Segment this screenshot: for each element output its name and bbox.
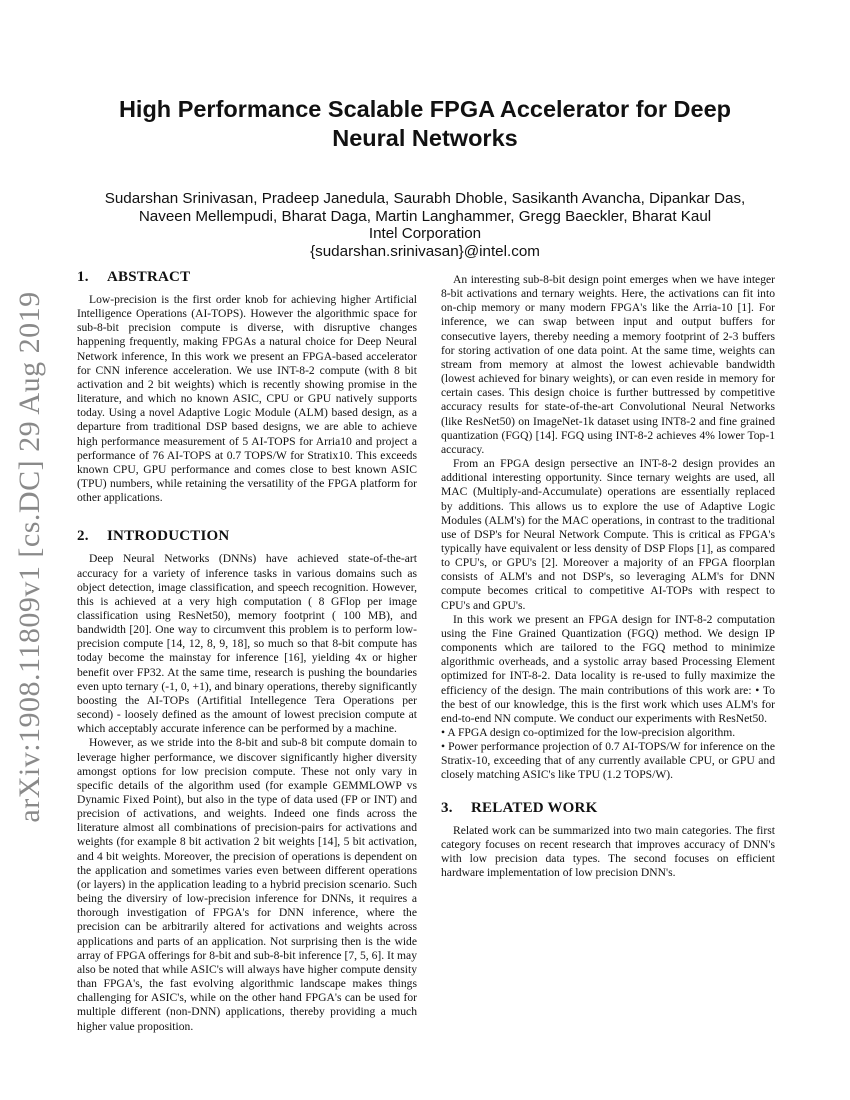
abstract-paragraph: Low-precision is the first order knob for achieving higher Artificial Intelligence Operations (AI-TOPS). However the algorithmic space for sub-8-bit precision compute is diverse, with disruptive changes happening frequently, making FPGAs a natural choice for Deep Neural Network inference, In this work we present an FPGA-based accelerator for CNN inference acceleration. We use INT-8-2 compute (with 8 bit activation and 2 bit weights) which is recently showing promise in the literature, and which no known ASIC, CPU or GPU natively supports today. Using a novel Adaptive Logic Module (ALM) based design, as a departure from traditional DSP based designs, we are able to achieve high performance measurement of 5 AI-TOPS for Arria10 and project a performance of 76 AI-TOPS at 0.7 TOPS/W for Stratix10. This exceeds known CPU, GPU performance and comes close to best known ASIC (TPU) numbers, while retaining the versatility of the FPGA platform for other applications.: [77, 293, 417, 505]
author-block: [60, 190, 790, 260]
paper-title: High Performance Scalable FPGA Accelerator for Deep Neural Networks: [118, 96, 732, 151]
intro-paragraph-1: Deep Neural Networks (DNNs) have achieved state-of-the-art accuracy for a variety of inference tasks in various domains such as object detection, image classification, and speech recognition. However, this is achieved at a very high computation ( 8 GFlop per image classification using ResNet50), memory footprint ( 100 MB), and bandwidth [20]. One way to circumvent this problem is to perform low-precision compute [14, 12, 8, 9, 18], so much so that 8-bit compute has today become the mainstay for inference [16], yielding 4x or higher benefit over FP32. At the same time, research is pushing the boundaries even upto ternary (-1, 0, +1), and binary operations, thereby significantly boosting the AI-TOPs (Artifitial Intellegence Tera Operations per second) - loosely defined as the amount of lowest precision compute at which acceptably accurate inference can be performed by a machine.: [77, 552, 417, 736]
contribution-bullet-1: • A FPGA design co-optimized for the low-precision algorithm.: [441, 726, 736, 739]
intro-paragraph-2: However, as we stride into the 8-bit and sub-8 bit compute domain to leverage higher performance, we discover significantly higher diversity amongst options for low precision compute. These not only vary in specific details of the algorithm used (for example GEMMLOWP vs Dynamic Fixed Point), but also in the type of data used (FP or INT) and precision of activations, and weights. Indeed one finds across the literature almost all combinations of precision-pairs for activations and weights (for example 8 bit activation 2 bit weights [14], 5 bit activation, and 4 bit weights. Moreover, the precision of operations is dependent on the application and sometimes varies even between different operations (or layers) in the application leading to a hybrid precision scenario. Such being the diversiry of low-precision inference for DNNs, it requires a thorough investigation of FPGA's for DNN inference, where the precision can be arbitrarily altered for activations and weights across applications and parts of an application. Not surprising then is the wide array of FPGA offerings for 8-bit and sub-8-bit inference [7, 5, 6]. It may also be noted that while ASIC's will always have higher compute density than FPGA's, the fast evolving algorithmic landscape makes things challenging for ASIC's, while on the other hand FPGA's can be used for multiple different (non-DNN) applications, thereby providing a much higher value proposition.: [77, 736, 417, 1033]
section-number: 3.: [441, 799, 453, 816]
section-title: ABSTRACT: [107, 269, 191, 285]
author-line-2: Naveen Mellempudi, Bharat Daga, Martin Langhammer, Gregg Baeckler, Bharat Kaul: [138, 207, 712, 225]
intro-paragraph-5: In this work we present an FPGA design for INT-8-2 computation using the Fine Grained Quantization (FGQ) method. We design IP components which are tailored to the FGQ method to minimize algorithmic overheads, and a systolic array based Processing Element optimized for INT-8-2. Data locality is re-used to fully maximize the efficiency of the design. The main contributions of this work are: • To the best of our knowledge, this is the first work which uses ALM's for end-to-end NN compute. We conduct our experiments with ResNet50.: [441, 612, 775, 725]
section-title: INTRODUCTION: [107, 528, 230, 545]
intro-paragraph-4: From an FPGA design persective an INT-8-2 design provides an additional interesting opportunity. Since ternary weights are used, all MAC (Multiply-and-Accumulate) operations are essentially replaced by additions. This allows us to explore the use of Adaptive Logic Modules (ALM's) for the MAC operations, in contrast to the traditional use of DSP's for Neural Network Compute. This is critical as FPGA's typically have equivalent or less density of DSP Flops [1], as compared to CPU's, or GPU's [2]. Moreover a majority of an FPGA floorplan consists of ALM's and not DSP's, so leveraging ALM's for DNN compute becomes critical to competitive AI-TOPs with respect to CPU's and GPU's.: [441, 457, 775, 612]
author-line-1: Sudarshan Srinivasan, Pradeep Janedula, Saurabh Dhoble, Sasikanth Avancha, Dipankar Das,: [104, 190, 746, 207]
section-heading-introduction: [77, 527, 417, 545]
section-title: RELATED WORK: [471, 799, 598, 816]
left-column: [77, 268, 417, 1034]
right-column: [441, 273, 775, 880]
section-number: 1.: [77, 269, 89, 285]
section-heading-related-work: [441, 799, 775, 817]
section-number: 2.: [77, 528, 89, 545]
related-paragraph-1: Related work can be summarized into two main categories. The first category focuses on recent research that improves accuracy of DNN's with low precision data types. The second focuses on efficient hardware implementation of low precision DNN's.: [441, 823, 775, 880]
intro-paragraph-3: An interesting sub-8-bit design point emerges when we have integer 8-bit activations and ternary weights. Here, the activations can fit into on-chip memory or many modern FPGA's like the Arria-10 [1]. For inference, we can swap between input and output buffers for consecutive layers, thereby needing a memory footprint of 2-3 buffers for storing activation of one data point. At the same time, weights can stream from memory at almost the lowest achievable bandwidth (lowest achieved for binary weights), or can even reside in memory for certain cases. This design choice is further buttressed by competitive accuracy results for state-of-the-art Convolutional Neural Networks (like ResNet50) on ImageNet-1k dataset using INT8-2 and fine grained quantization (FGQ) [14]. FGQ using INT-8-2 achieves 4% lower Top-1 accuracy.: [441, 273, 775, 456]
affiliation: Intel Corporation: [368, 225, 482, 242]
author-email: {sudarshan.srinivasan}@intel.com: [310, 242, 540, 260]
contribution-bullet-2: • Power performance projection of 0.7 AI-TOPS/W for inference on the Stratix-10, exceeding that of any currently available CPU, or GPU and closely matching ASIC's like TPU (1.2 TOPS/W).: [441, 740, 775, 782]
arxiv-stamp: arXiv:1908.11809v1 [cs.DC] 29 Aug 2019: [13, 291, 46, 823]
section-heading-abstract: [77, 268, 417, 286]
